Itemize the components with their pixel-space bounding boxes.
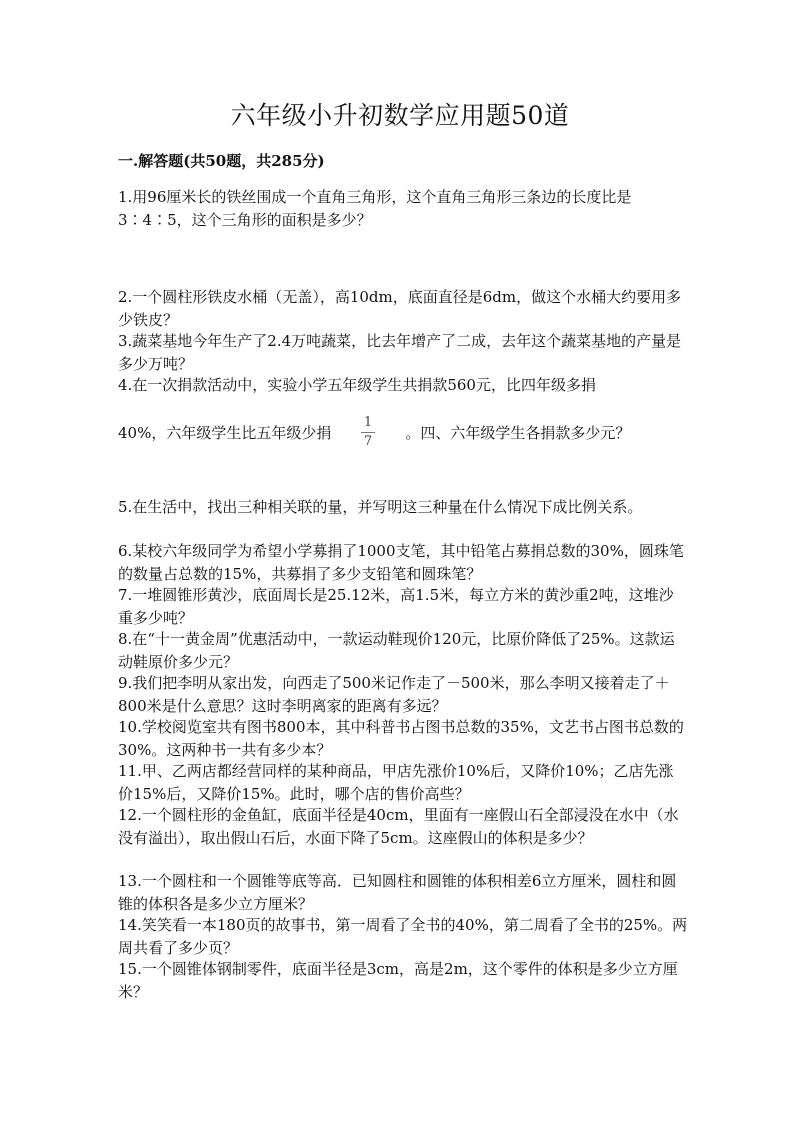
question-4-line2-after: 。四、六年级学生各捐款多少元？ <box>405 424 631 442</box>
question-11: 11.甲、乙两店都经营同样的某种商品，甲店先涨价10%后，又降价10%；乙店先涨价15%后，又降价15%。此时，哪个店的售价高些？ <box>118 762 674 803</box>
question-4-continued <box>118 422 688 445</box>
question-15: 15.一个圆锥体钢制零件，底面半径是3cm，高是2m，这个零件的体积是多少立方厘米？ <box>118 960 678 1001</box>
question-4-line2-before: 40%，六年级学生比五年级少捐 <box>118 424 332 442</box>
question-7: 7.一堆圆锥形黄沙，底面周长是25.12米，高1.5米，每立方米的黄沙重2吨，这堆沙重多少吨？ <box>118 586 674 627</box>
question-8: 8.在“十一黄金周”优惠活动中，一款运动鞋现价120元，比原价降低了25%。这款运动鞋原价多少元？ <box>118 630 675 671</box>
question-5: 5.在生活中，找出三种相关联的量，并写明这三种量在什么情况下成比例关系。 <box>118 498 643 516</box>
section-heading: 一.解答题(共50题，共285分) <box>118 152 325 170</box>
question-6: 6.某校六年级同学为希望小学募捐了1000支笔，其中铅笔占募捐总数的30%，圆珠笔的数量占总数的15%，共募捐了多少支铅笔和圆珠笔？ <box>118 542 684 583</box>
question-1: 1.用96厘米长的铁丝围成一个直角三角形，这个直角三角形三条边的长度比是3∶4∶5，这个三角形的面积是多少？ <box>118 188 632 229</box>
question-10: 10.学校阅览室共有图书800本，其中科普书占图书总数的35%，文艺书占图书总数的30%。这两种书一共有多少本？ <box>118 718 684 759</box>
fraction-one-seventh <box>360 416 376 449</box>
question-4: 4.在一次捐款活动中，实验小学五年级学生共捐款560元，比四年级多捐 <box>118 376 596 394</box>
question-2: 2.一个圆柱形铁皮水桶（无盖），高10dm，底面直径是6dm，做这个水桶大约要用多少铁皮？ <box>118 288 682 329</box>
fraction-denominator: 7 <box>363 434 373 449</box>
question-14: 14.笑笑看一本180页的故事书，第一周看了全书的40%，第二周看了全书的25%。两周共看了多少页？ <box>118 916 688 957</box>
page-title: 六年级小升初数学应用题50道 <box>230 101 570 130</box>
question-3: 3.蔬菜基地今年生产了2.4万吨蔬菜，比去年增产了二成，去年这个蔬菜基地的产量是多少万吨？ <box>118 332 682 373</box>
question-12: 12.一个圆柱形的金鱼缸，底面半径是40cm，里面有一座假山石全部浸没在水中（水没有溢出），取出假山石后，水面下降了5cm。这座假山的体积是多少？ <box>118 806 679 847</box>
fraction-numerator: 1 <box>363 415 373 430</box>
fraction-bar <box>361 432 375 433</box>
question-13: 13.一个圆柱和一个圆锥等底等高．已知圆柱和圆锥的体积相差6立方厘米，圆柱和圆锥的体积各是多少立方厘米？ <box>118 872 677 913</box>
question-9: 9.我们把李明从家出发，向西走了500米记作走了－500米，那么李明又接着走了＋800米是什么意思？这时李明离家的距离有多远？ <box>118 674 670 715</box>
